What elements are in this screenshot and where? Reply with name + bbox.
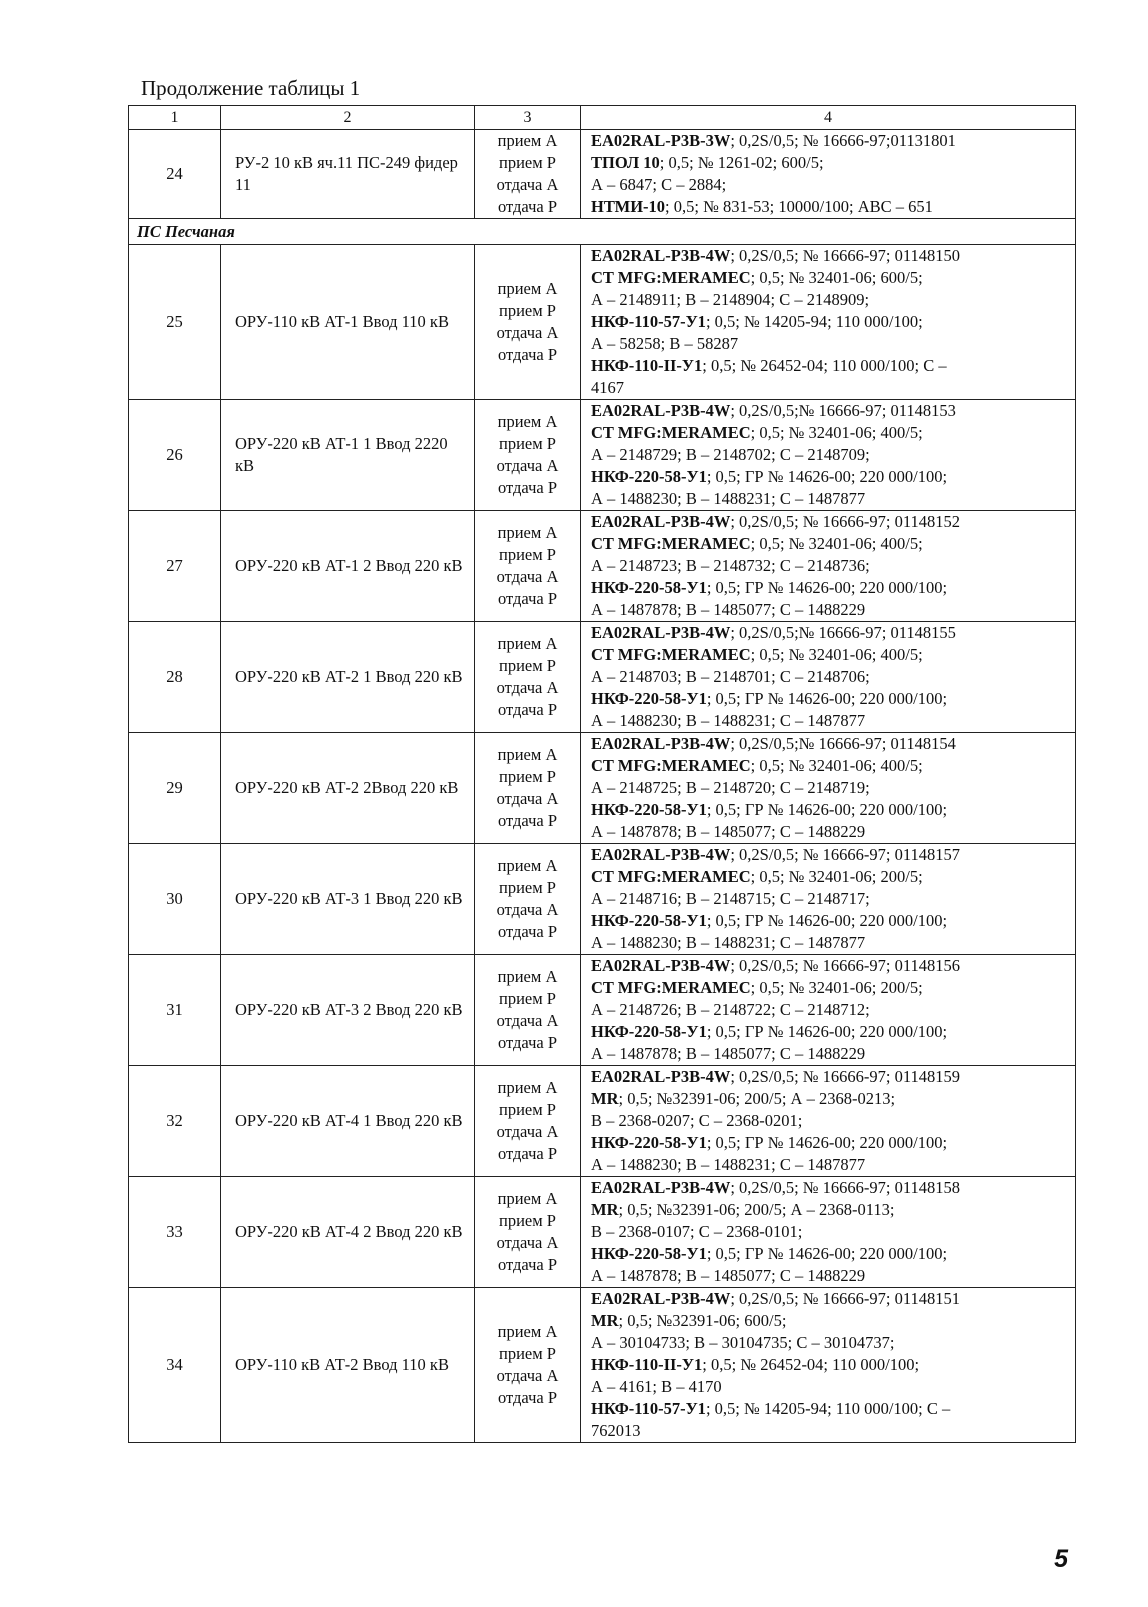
equipment-line — [591, 245, 1071, 267]
equipment-spec: ; 0,5; № 32401-06; 400/5; — [750, 534, 923, 553]
measurement-type: отдача Р — [497, 700, 557, 719]
connection-name: ОРУ-220 кВ АТ-4 2 Ввод 220 кВ — [221, 1177, 475, 1288]
equipment-line — [591, 174, 1071, 196]
equipment-line — [591, 1265, 1071, 1287]
measurement-type: прием А — [497, 1322, 558, 1341]
measurement-type: отдача А — [496, 175, 559, 194]
measurement-type: отдача А — [496, 456, 559, 475]
measurement-type: отдача Р — [497, 1144, 557, 1163]
measurement-type: отдача А — [496, 323, 559, 342]
equipment-spec: А – 2148725; В – 2148720; С – 2148719; — [591, 778, 870, 797]
measurement-type: прием А — [497, 967, 558, 986]
equipment-spec: А – 1487878; В – 1485077; С – 1488229 — [591, 1044, 866, 1063]
measurement-type: отдача Р — [497, 197, 557, 216]
equipment-spec: ; 0,5; №32391-06; 200/5; А – 2368-0213; — [618, 1089, 896, 1108]
equipment-line — [591, 1132, 1071, 1154]
measurement-types — [475, 511, 581, 622]
equipment-line — [591, 955, 1071, 977]
equipment-spec: А – 30104733; В – 30104735; С – 30104737; — [591, 1333, 895, 1352]
measurement-type: прием Р — [499, 878, 556, 897]
measurement-type: прием А — [497, 279, 558, 298]
equipment-spec: А – 2148716; В – 2148715; С – 2148717; — [591, 889, 870, 908]
table-row — [129, 733, 1076, 844]
equipment-line — [591, 932, 1071, 954]
equipment-spec: А – 2148729; В – 2148702; С – 2148709; — [591, 445, 870, 464]
equipment-line — [591, 710, 1071, 732]
measurement-type: прием А — [497, 131, 558, 150]
measurement-type: отдача Р — [497, 345, 557, 364]
equipment-line — [591, 422, 1071, 444]
equipment-details — [581, 1066, 1076, 1177]
measurement-type: отдача Р — [497, 1388, 557, 1407]
equipment-spec: ; 0,5; № 14205-94; 110 000/100; С – — [705, 1399, 951, 1418]
equipment-model: CT MFG:MERAMEC — [591, 978, 751, 997]
equipment-spec: ; 0,5; № 1261-02; 600/5; — [659, 153, 824, 172]
equipment-model: EA02RAL-P3B-4W — [591, 1067, 731, 1086]
equipment-spec: А – 6847; С – 2884; — [591, 175, 727, 194]
measurement-types — [475, 1066, 581, 1177]
equipment-line — [591, 622, 1071, 644]
table-caption: Продолжение таблицы 1 — [141, 76, 361, 100]
measurement-type: прием Р — [499, 1344, 556, 1363]
equipment-model: EA02RAL-P3B-4W — [591, 246, 731, 265]
equipment-model: EA02RAL-P3B-4W — [591, 623, 731, 642]
equipment-model: EA02RAL-P3B-4W — [591, 845, 731, 864]
measurement-type: прием Р — [499, 989, 556, 1008]
equipment-line — [591, 733, 1071, 755]
equipment-spec: ; 0,5; № 32401-06; 400/5; — [750, 645, 923, 664]
equipment-model: НКФ-220-58-У1 — [591, 578, 707, 597]
measurement-type: отдача А — [496, 1122, 559, 1141]
equipment-line — [591, 488, 1071, 510]
equipment-line — [591, 130, 1071, 152]
equipment-spec: ; 0,2S/0,5; № 16666-97; 01148157 — [730, 845, 960, 864]
equipment-line — [591, 1243, 1071, 1265]
measurement-type: отдача А — [496, 678, 559, 697]
table-row — [129, 245, 1076, 400]
equipment-spec: ; 0,5; ГР № 14626-00; 220 000/100; — [706, 1244, 948, 1263]
measurement-type: отдача Р — [497, 811, 557, 830]
equipment-line — [591, 1376, 1071, 1398]
equipment-spec: А – 4161; В – 4170 — [591, 1377, 722, 1396]
measurement-type: прием Р — [499, 301, 556, 320]
equipment-spec: ; 0,5; ГР № 14626-00; 220 000/100; — [706, 1133, 948, 1152]
equipment-line — [591, 821, 1071, 843]
equipment-details — [581, 622, 1076, 733]
equipment-spec: А – 58258; В – 58287 — [591, 334, 739, 353]
equipment-details — [581, 733, 1076, 844]
table-row — [129, 1066, 1076, 1177]
equipment-spec: ; 0,2S/0,5;№ 16666-97; 01148154 — [730, 734, 956, 753]
equipment-line — [591, 289, 1071, 311]
measurement-type: отдача Р — [497, 1255, 557, 1274]
section-title: ПС Песчаная — [129, 219, 1076, 245]
equipment-model: НКФ-220-58-У1 — [591, 1022, 707, 1041]
equipment-spec: ; 0,5; ГР № 14626-00; 220 000/100; — [706, 578, 948, 597]
equipment-line — [591, 1398, 1071, 1420]
equipment-line — [591, 1221, 1071, 1243]
equipment-details — [581, 511, 1076, 622]
equipment-line — [591, 1177, 1071, 1199]
row-number: 31 — [129, 955, 221, 1066]
equipment-spec: А – 2148911; В – 2148904; С – 2148909; — [591, 290, 870, 309]
equipment-line — [591, 511, 1071, 533]
header-cell: 3 — [475, 106, 581, 130]
equipment-line — [591, 755, 1071, 777]
equipment-line — [591, 599, 1071, 621]
equipment-model: НКФ-220-58-У1 — [591, 1244, 707, 1263]
measurement-type: отдача Р — [497, 1033, 557, 1052]
connection-name: ОРУ-220 кВ АТ-2 2Ввод 220 кВ — [221, 733, 475, 844]
equipment-model: MR — [591, 1311, 619, 1330]
equipment-line — [591, 866, 1071, 888]
row-number: 25 — [129, 245, 221, 400]
equipment-spec: А – 1488230; В – 1488231; С – 1487877 — [591, 711, 866, 730]
header-cell: 4 — [581, 106, 1076, 130]
equipment-line — [591, 666, 1071, 688]
row-number: 32 — [129, 1066, 221, 1177]
equipment-model: EA02RAL-P3B-4W — [591, 1178, 731, 1197]
equipment-line — [591, 1066, 1071, 1088]
equipment-spec: В – 2368-0207; С – 2368-0201; — [591, 1111, 803, 1130]
equipment-spec: 4167 — [591, 378, 624, 397]
table-row — [129, 1288, 1076, 1443]
equipment-line — [591, 1021, 1071, 1043]
measurement-types — [475, 400, 581, 511]
equipment-spec: ; 0,5; № 14205-94; 110 000/100; — [705, 312, 923, 331]
equipment-line — [591, 333, 1071, 355]
measurement-types — [475, 245, 581, 400]
connection-name: ОРУ-220 кВ АТ-1 1 Ввод 2220 кВ — [221, 400, 475, 511]
equipment-spec: А – 2148726; В – 2148722; С – 2148712; — [591, 1000, 870, 1019]
equipment-line — [591, 1154, 1071, 1176]
equipment-spec: ; 0,5; ГР № 14626-00; 220 000/100; — [706, 800, 948, 819]
equipment-spec: ; 0,2S/0,5; № 16666-97; 01148152 — [730, 512, 960, 531]
equipment-line — [591, 844, 1071, 866]
equipment-model: CT MFG:MERAMEC — [591, 423, 751, 442]
equipment-line — [591, 644, 1071, 666]
connection-name: ОРУ-220 кВ АТ-2 1 Ввод 220 кВ — [221, 622, 475, 733]
equipment-line — [591, 152, 1071, 174]
equipment-spec: ; 0,2S/0,5; № 16666-97;01131801 — [730, 131, 956, 150]
equipment-line — [591, 1288, 1071, 1310]
equipment-details — [581, 245, 1076, 400]
equipment-line — [591, 977, 1071, 999]
equipment-spec: ; 0,5; № 26452-04; 110 000/100; С – — [702, 356, 947, 375]
measurement-type: прием А — [497, 1189, 558, 1208]
equipment-spec: А – 2148703; В – 2148701; С – 2148706; — [591, 667, 870, 686]
equipment-line — [591, 400, 1071, 422]
equipment-line — [591, 1043, 1071, 1065]
equipment-model: MR — [591, 1089, 619, 1108]
equipment-line — [591, 577, 1071, 599]
equipment-spec: ; 0,5; № 32401-06; 400/5; — [750, 756, 923, 775]
row-number: 26 — [129, 400, 221, 511]
equipment-model: ТПОЛ 10 — [591, 153, 660, 172]
connection-name: РУ-2 10 кВ яч.11 ПС-249 фидер 11 — [221, 130, 475, 219]
equipment-line — [591, 1088, 1071, 1110]
equipment-spec: ; 0,5; № 32401-06; 200/5; — [750, 978, 923, 997]
equipment-details — [581, 1288, 1076, 1443]
measurement-type: прием Р — [499, 656, 556, 675]
connection-name: ОРУ-220 кВ АТ-3 2 Ввод 220 кВ — [221, 955, 475, 1066]
equipment-spec: ; 0,2S/0,5; № 16666-97; 01148158 — [730, 1178, 960, 1197]
equipment-model: НТМИ-10 — [591, 197, 666, 216]
measurement-type: прием А — [497, 634, 558, 653]
header-cell: 1 — [129, 106, 221, 130]
equipment-spec: А – 1488230; В – 1488231; С – 1487877 — [591, 489, 866, 508]
measurement-type: отдача Р — [497, 589, 557, 608]
equipment-model: CT MFG:MERAMEC — [591, 534, 751, 553]
equipment-line — [591, 1332, 1071, 1354]
equipment-spec: ; 0,2S/0,5;№ 16666-97; 01148155 — [730, 623, 956, 642]
equipment-model: НКФ-220-58-У1 — [591, 689, 707, 708]
equipment-spec: А – 2148723; В – 2148732; С – 2148736; — [591, 556, 870, 575]
equipment-model: CT MFG:MERAMEC — [591, 867, 751, 886]
equipment-spec: ; 0,2S/0,5;№ 16666-97; 01148153 — [730, 401, 956, 420]
measurement-type: отдача А — [496, 900, 559, 919]
equipment-line — [591, 777, 1071, 799]
measurement-type: отдача А — [496, 1011, 559, 1030]
equipment-spec: А – 1487878; В – 1485077; С – 1488229 — [591, 1266, 866, 1285]
equipment-line — [591, 196, 1071, 218]
equipment-model: MR — [591, 1200, 619, 1219]
connection-name: ОРУ-220 кВ АТ-4 1 Ввод 220 кВ — [221, 1066, 475, 1177]
equipment-model: НКФ-220-58-У1 — [591, 1133, 707, 1152]
equipment-table — [128, 105, 1076, 1443]
measurement-type: прием Р — [499, 153, 556, 172]
equipment-model: НКФ-220-58-У1 — [591, 800, 707, 819]
connection-name: ОРУ-110 кВ АТ-2 Ввод 110 кВ — [221, 1288, 475, 1443]
equipment-spec: А – 1487878; В – 1485077; С – 1488229 — [591, 600, 866, 619]
table-row — [129, 844, 1076, 955]
measurement-type: прием Р — [499, 767, 556, 786]
measurement-types — [475, 1288, 581, 1443]
equipment-details — [581, 844, 1076, 955]
equipment-details — [581, 955, 1076, 1066]
equipment-model: НКФ-220-58-У1 — [591, 467, 707, 486]
equipment-spec: ; 0,2S/0,5; № 16666-97; 01148159 — [730, 1067, 960, 1086]
equipment-line — [591, 1420, 1071, 1442]
equipment-line — [591, 888, 1071, 910]
equipment-details — [581, 130, 1076, 219]
connection-name: ОРУ-220 кВ АТ-1 2 Ввод 220 кВ — [221, 511, 475, 622]
equipment-details — [581, 400, 1076, 511]
equipment-line — [591, 444, 1071, 466]
measurement-type: прием А — [497, 1078, 558, 1097]
measurement-types — [475, 844, 581, 955]
equipment-spec: А – 1488230; В – 1488231; С – 1487877 — [591, 1155, 866, 1174]
measurement-type: прием А — [497, 412, 558, 431]
row-number: 24 — [129, 130, 221, 219]
equipment-line — [591, 1310, 1071, 1332]
equipment-model: EA02RAL-P3B-4W — [591, 512, 731, 531]
row-number: 29 — [129, 733, 221, 844]
equipment-spec: ; 0,2S/0,5; № 16666-97; 01148151 — [730, 1289, 960, 1308]
equipment-model: НКФ-220-58-У1 — [591, 911, 707, 930]
header-row — [129, 106, 1076, 130]
measurement-type: прием Р — [499, 1100, 556, 1119]
measurement-type: прием Р — [499, 545, 556, 564]
equipment-line — [591, 1110, 1071, 1132]
equipment-line — [591, 555, 1071, 577]
equipment-model: EA02RAL-P3B-4W — [591, 401, 731, 420]
section-row — [129, 219, 1076, 245]
row-number: 27 — [129, 511, 221, 622]
measurement-type: отдача А — [496, 789, 559, 808]
table-row — [129, 955, 1076, 1066]
page-number: 5 — [1054, 1545, 1068, 1573]
row-number: 28 — [129, 622, 221, 733]
equipment-line — [591, 688, 1071, 710]
measurement-type: отдача Р — [497, 478, 557, 497]
equipment-line — [591, 999, 1071, 1021]
equipment-spec: ; 0,2S/0,5; № 16666-97; 01148150 — [730, 246, 960, 265]
equipment-spec: А – 1488230; В – 1488231; С – 1487877 — [591, 933, 866, 952]
measurement-types — [475, 1177, 581, 1288]
equipment-model: EA02RAL-P3B-4W — [591, 734, 731, 753]
equipment-spec: 762013 — [591, 1421, 641, 1440]
equipment-line — [591, 799, 1071, 821]
equipment-model: CT MFG:MERAMEC — [591, 645, 751, 664]
measurement-type: отдача А — [496, 1233, 559, 1252]
table-row — [129, 622, 1076, 733]
equipment-line — [591, 533, 1071, 555]
equipment-line — [591, 1354, 1071, 1376]
measurement-types — [475, 622, 581, 733]
equipment-spec: ; 0,5; № 32401-06; 600/5; — [750, 268, 923, 287]
equipment-model: CT MFG:MERAMEC — [591, 268, 751, 287]
equipment-model: НКФ-110-II-У1 — [591, 1355, 703, 1374]
equipment-model: CT MFG:MERAMEC — [591, 756, 751, 775]
equipment-line — [591, 355, 1071, 377]
equipment-spec: ; 0,5; № 26452-04; 110 000/100; — [702, 1355, 920, 1374]
table-row — [129, 511, 1076, 622]
measurement-type: прием Р — [499, 1211, 556, 1230]
measurement-type: прием Р — [499, 434, 556, 453]
equipment-model: EA02RAL-P3B-4W — [591, 956, 731, 975]
measurement-type: прием А — [497, 523, 558, 542]
connection-name: ОРУ-220 кВ АТ-3 1 Ввод 220 кВ — [221, 844, 475, 955]
equipment-model: EA02RAL-P3B-3W — [591, 131, 731, 150]
equipment-model: НКФ-110-II-У1 — [591, 356, 703, 375]
equipment-spec: В – 2368-0107; С – 2368-0101; — [591, 1222, 803, 1241]
equipment-line — [591, 377, 1071, 399]
equipment-model: НКФ-110-57-У1 — [591, 312, 706, 331]
table-row — [129, 130, 1076, 219]
measurement-type: отдача Р — [497, 922, 557, 941]
equipment-spec: ; 0,5; № 32401-06; 200/5; — [750, 867, 923, 886]
equipment-line — [591, 466, 1071, 488]
header-cell: 2 — [221, 106, 475, 130]
equipment-line — [591, 1199, 1071, 1221]
equipment-spec: ; 0,5; ГР № 14626-00; 220 000/100; — [706, 911, 948, 930]
equipment-spec: ; 0,2S/0,5; № 16666-97; 01148156 — [730, 956, 960, 975]
equipment-line — [591, 267, 1071, 289]
equipment-spec: ; 0,5; ГР № 14626-00; 220 000/100; — [706, 1022, 948, 1041]
measurement-type: прием А — [497, 745, 558, 764]
equipment-spec: ; 0,5; №32391-06; 200/5; А – 2368-0113; — [618, 1200, 895, 1219]
measurement-type: отдача А — [496, 1366, 559, 1385]
row-number: 34 — [129, 1288, 221, 1443]
equipment-spec: ; 0,5; №32391-06; 600/5; — [618, 1311, 787, 1330]
equipment-spec: А – 1487878; В – 1485077; С – 1488229 — [591, 822, 866, 841]
equipment-model: EA02RAL-P3B-4W — [591, 1289, 731, 1308]
equipment-line — [591, 910, 1071, 932]
equipment-spec: ; 0,5; ГР № 14626-00; 220 000/100; — [706, 467, 948, 486]
row-number: 30 — [129, 844, 221, 955]
connection-name: ОРУ-110 кВ АТ-1 Ввод 110 кВ — [221, 245, 475, 400]
measurement-types — [475, 130, 581, 219]
equipment-details — [581, 1177, 1076, 1288]
row-number: 33 — [129, 1177, 221, 1288]
equipment-spec: ; 0,5; № 831-53; 10000/100; АВС – 651 — [665, 197, 933, 216]
equipment-spec: ; 0,5; № 32401-06; 400/5; — [750, 423, 923, 442]
measurement-type: прием А — [497, 856, 558, 875]
measurement-type: отдача А — [496, 567, 559, 586]
table-row — [129, 400, 1076, 511]
equipment-spec: ; 0,5; ГР № 14626-00; 220 000/100; — [706, 689, 948, 708]
measurement-types — [475, 733, 581, 844]
equipment-model: НКФ-110-57-У1 — [591, 1399, 706, 1418]
table-row — [129, 1177, 1076, 1288]
measurement-types — [475, 955, 581, 1066]
equipment-line — [591, 311, 1071, 333]
